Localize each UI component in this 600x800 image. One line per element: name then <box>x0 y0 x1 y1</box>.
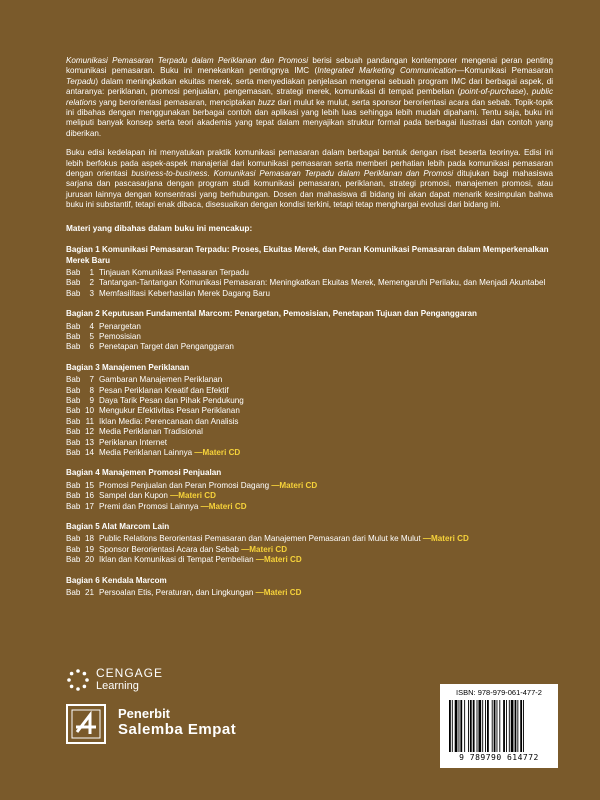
chapter-title <box>99 534 469 544</box>
chapter-row <box>66 545 553 555</box>
chapter-number: 15 <box>84 480 94 490</box>
chapter-number: 8 <box>89 385 94 395</box>
chapter-title <box>99 448 240 458</box>
chapter-number: 14 <box>84 448 94 457</box>
chapter-row <box>66 322 553 332</box>
chapter-bab: Bab <box>66 375 81 385</box>
paragraph-segment: ), <box>523 87 532 97</box>
chapter-number: 2 <box>89 278 94 288</box>
barcode-bar <box>473 700 475 752</box>
chapter-row <box>66 342 553 352</box>
chapter-bab: Bab <box>66 427 81 437</box>
barcode-bar <box>485 700 486 752</box>
chapter-title: Pemosisian <box>99 331 141 341</box>
part-section <box>66 468 553 512</box>
cd-material-badge: —Materi CD <box>241 544 288 554</box>
chapter-number: 5 <box>89 331 94 341</box>
barcode-bar <box>520 700 522 752</box>
chapter-row <box>66 332 553 342</box>
chapter-bab: Bab <box>66 278 81 288</box>
chapter-number: 7 <box>89 375 94 385</box>
barcode-bar <box>499 700 500 752</box>
chapter-title <box>99 545 287 555</box>
paragraph-segment: buzz <box>257 97 276 107</box>
chapter-row <box>66 268 553 278</box>
chapter-number: 19 <box>84 544 94 554</box>
cengage-logo <box>66 666 186 696</box>
cengage-sub: Learning <box>96 680 139 692</box>
chapter-title: Memfasilitasi Keberhasilan Merek Dagang Baru <box>99 288 270 298</box>
barcode-bar <box>492 700 493 752</box>
part-section <box>66 576 553 599</box>
chapter-row <box>66 375 553 385</box>
paragraph-segment: ditujukan bagi mahasiswa sarjana dan pascasarjana dengan program studi komunikasi pemasaran, periklanan, strategi promosi, manajemen promosi, atau jurusan lainnya dengan konsentrasi yang berhubungan. Dosen dan mahasiswa di bidang ini akan dapat menarik kesimpulan bahwa buku ini substantif, tetapi enak dibaca, disesuaikan dengan kondisi terkini, tetapi tetap menghargai evolusi dari bidang ini. <box>66 169 553 210</box>
chapter-row <box>66 396 553 406</box>
chapter-number: 10 <box>84 406 94 416</box>
intro-paragraph-2 <box>66 148 553 210</box>
chapter-row <box>66 289 553 299</box>
chapter-title-text: Sponsor Berorientasi Acara dan Sebab <box>99 544 242 554</box>
barcode-bar <box>497 700 498 752</box>
barcode-bar <box>459 700 460 752</box>
chapter-bab: Bab <box>66 331 81 341</box>
contents-heading: Materi yang dibahas dalam buku ini mencakup: <box>66 222 253 233</box>
chapter-bab: Bab <box>66 267 81 277</box>
chapter-title <box>99 555 302 565</box>
barcode-bar <box>517 700 518 752</box>
barcode-bar <box>470 700 472 752</box>
chapter-row <box>66 278 553 288</box>
part-section <box>66 245 553 299</box>
chapter-row <box>66 448 553 458</box>
chapter-bab: Bab <box>66 480 81 490</box>
chapter-title: Media Periklanan Tradisional <box>99 427 203 437</box>
chapter-bab: Bab <box>66 448 81 457</box>
paragraph-segment: Buku edisi kedelapan ini menyatukan praktik komunikasi pemasaran dalam berbagai bentuk dengan riset beserta teorinya. Edisi ini lebih berfokus pada aspek-aspek manajerial dari komunikasi pemasaran serta memberi perhatian lebih pada komunikasi pemasaran dengan orientasi <box>66 148 553 179</box>
salemba-name: Salemba Empat <box>118 721 237 738</box>
chapter-title: Penetapan Target dan Penganggaran <box>99 342 234 352</box>
chapter-bab: Bab <box>66 534 81 544</box>
chapter-bab: Bab <box>66 385 81 395</box>
chapter-title-text: Sampel dan Kupon <box>99 491 171 501</box>
salemba-mark-icon <box>66 704 106 744</box>
chapter-bab: Bab <box>66 416 81 426</box>
cd-material-badge: —Materi CD <box>194 448 241 457</box>
part-title: Bagian 5 Alat Marcom Lain <box>66 522 170 532</box>
chapter-bab: Bab <box>66 555 81 565</box>
chapter-title-text: Public Relations Berorientasi Pemasaran dan Manajemen Pemasaran dari Mulut ke Mulut <box>99 534 423 544</box>
paragraph-segment: public relations <box>66 87 553 107</box>
paragraph-segment: —Komunikasi Pemasaran <box>456 66 553 76</box>
chapter-number: 17 <box>84 501 94 511</box>
chapter-number: 16 <box>84 491 94 501</box>
barcode-bar <box>455 700 458 752</box>
chapter-row <box>66 481 553 491</box>
chapter-number: 18 <box>84 534 94 544</box>
barcode-digits: 9 789790 614772 <box>459 753 539 762</box>
barcode-bar <box>452 700 453 752</box>
part-title: Bagian 1 Komunikasi Pemasaran Terpadu: Proses, Ekuitas Merek, dan Peran Komunikasi Pemasaran dalam Memperkenalkan Merek Baru <box>66 245 549 265</box>
paragraph-segment: business-to-business <box>131 169 208 179</box>
chapter-number: 13 <box>84 437 94 447</box>
cd-material-badge: —Materi CD <box>271 480 318 490</box>
barcode-bar <box>494 700 496 752</box>
part-section <box>66 309 553 353</box>
barcode-bar <box>482 700 483 752</box>
back-cover-text <box>66 56 553 608</box>
barcode-bar <box>523 700 524 752</box>
paragraph-segment: dari mulut ke mulut, serta sponsor berorientasi acara dan sebab. Topik-topik ini dibahas dengan menggunakan berbagai contoh dan aplikasi yang lebih luas sehingga lebih mudah dipahami. Tentu saja, buku ini meliputi banyak konsep serta teori akademis yang tepat dalam menyajikan struktur formal pada berbagai ilustrasi dan contoh yang diberikan. <box>66 97 553 138</box>
part-title: Bagian 2 Keputusan Fundamental Marcom: Penargetan, Pemosisian, Penetapan Tujuan dan Penganggaran <box>66 309 477 319</box>
cd-material-badge: —Materi CD <box>255 555 302 565</box>
chapter-row <box>66 491 553 501</box>
chapter-bab: Bab <box>66 501 81 511</box>
chapter-title <box>99 502 247 512</box>
cd-material-badge: —Materi CD <box>200 501 247 511</box>
penerbit-label: Penerbit <box>118 706 171 721</box>
cd-material-badge: —Materi CD <box>422 534 469 544</box>
chapter-row <box>66 427 553 437</box>
chapter-number: 20 <box>84 555 94 565</box>
barcode-bar <box>460 700 462 752</box>
chapter-bab: Bab <box>66 491 81 501</box>
chapter-title-text: Promosi Penjualan dan Peran Promosi Dagang <box>99 480 272 490</box>
chapter-title: Pesan Periklanan Kreatif dan Efektif <box>99 385 229 395</box>
barcode-bar <box>511 700 514 752</box>
chapter-title: Periklanan Internet <box>99 437 167 447</box>
chapter-title: Penargetan <box>99 321 141 331</box>
chapter-bab: Bab <box>66 288 81 298</box>
part-section <box>66 522 553 566</box>
intro-paragraph-1 <box>66 56 553 139</box>
chapter-row <box>66 555 553 565</box>
chapter-number: 4 <box>89 321 94 331</box>
part-title: Bagian 4 Manajemen Promosi Penjualan <box>66 468 222 478</box>
chapter-title-text: Premi dan Promosi Lainnya <box>99 501 201 511</box>
cd-material-badge: —Materi CD <box>255 588 302 598</box>
chapter-title-text: Media Periklanan Lainnya <box>99 448 195 457</box>
chapter-title: Tantangan-Tantangan Komunikasi Pemasaran: Meningkatkan Ekuitas Merek, Memengaruhi Perilaku, dan Menjadi Akuntabel <box>99 278 546 288</box>
chapter-number: 11 <box>85 416 94 426</box>
chapter-bab: Bab <box>66 342 81 352</box>
chapter-bab: Bab <box>66 437 81 447</box>
barcode <box>440 684 558 768</box>
paragraph-segment: Integrated Marketing Communication <box>317 66 457 76</box>
chapter-bab: Bab <box>66 406 81 416</box>
chapter-bab: Bab <box>66 321 81 331</box>
barcode-bars <box>448 700 550 752</box>
paragraph-segment: . <box>207 169 214 179</box>
barcode-bar <box>515 700 517 752</box>
barcode-bar <box>503 700 505 752</box>
paragraph-segment: berisi sebuah pandangan kontemporer mengenai peran penting komunikasi pemasaran. Buku ini menekankan pentingnya IMC ( <box>66 56 553 76</box>
chapter-bab: Bab <box>66 588 81 598</box>
chapter-number: 6 <box>89 342 94 352</box>
chapter-number: 1 <box>89 267 94 277</box>
chapter-title: Daya Tarik Pesan dan Pihak Pendukung <box>99 395 244 405</box>
chapter-row <box>66 406 553 416</box>
chapter-row <box>66 417 553 427</box>
chapter-row <box>66 386 553 396</box>
cengage-dots-icon <box>66 668 90 692</box>
paragraph-segment: point-of-purchase <box>460 87 524 97</box>
part-title: Bagian 6 Kendala Marcom <box>66 575 167 585</box>
chapter-title <box>99 588 301 598</box>
cengage-name: CENGAGE <box>96 666 164 680</box>
barcode-bar <box>478 700 481 752</box>
chapter-row <box>66 502 553 512</box>
barcode-bar <box>464 700 465 752</box>
barcode-bar <box>509 700 510 752</box>
paragraph-segment: Komunikasi Pemasaran Terpadu dalam Periklanan dan Promosi <box>213 169 454 179</box>
chapter-bab: Bab <box>66 395 81 405</box>
cd-material-badge: —Materi CD <box>170 491 216 501</box>
barcode-bar <box>487 700 489 752</box>
chapter-row <box>66 588 553 598</box>
salemba-logo <box>66 704 286 746</box>
barcode-bar <box>506 700 507 752</box>
part-title: Bagian 3 Manajemen Periklanan <box>66 362 190 372</box>
barcode-bar <box>477 700 478 752</box>
chapter-title: Mengukur Efektivitas Pesan Periklanan <box>99 406 240 416</box>
chapter-row <box>66 438 553 448</box>
chapter-number: 21 <box>84 588 94 598</box>
paragraph-segment: yang berorientasi pemasaran, menciptakan <box>96 97 258 107</box>
barcode-bar <box>468 700 469 752</box>
chapter-title: Gambaran Manajemen Periklanan <box>99 375 223 385</box>
chapter-number: 9 <box>89 395 94 405</box>
chapter-title: Iklan Media: Perencanaan dan Analisis <box>99 416 239 426</box>
paragraph-segment: Komunikasi Pemasaran Terpadu dalam Periklanan dan Promosi <box>66 56 309 65</box>
part-section <box>66 363 553 459</box>
chapter-number: 12 <box>84 427 94 437</box>
chapter-row <box>66 534 553 544</box>
barcode-bar <box>449 700 451 752</box>
parts-list <box>66 245 553 598</box>
paragraph-segment: ) dalam meningkatkan ekuitas merek, serta menyediakan penjelasan mengenai sebuah program IMC dari berbagai aspek, di antaranya: periklanan, promosi penjualan, pengemasan, strategi merek, komunikasi di tempat pembelian ( <box>66 76 553 97</box>
chapter-bab: Bab <box>66 544 81 554</box>
paragraph-segment: Terpadu <box>66 76 96 86</box>
chapter-title-text: Iklan dan Komunikasi di Tempat Pembelian <box>99 555 256 565</box>
chapter-title: Tinjauan Komunikasi Pemasaran Terpadu <box>99 267 249 277</box>
chapter-number: 3 <box>89 288 94 298</box>
isbn-text: ISBN: 978-979-061-477-2 <box>456 688 542 697</box>
chapter-title-text: Persoalan Etis, Peraturan, dan Lingkungan <box>99 588 256 598</box>
chapter-title <box>99 491 216 501</box>
chapter-title <box>99 481 317 491</box>
